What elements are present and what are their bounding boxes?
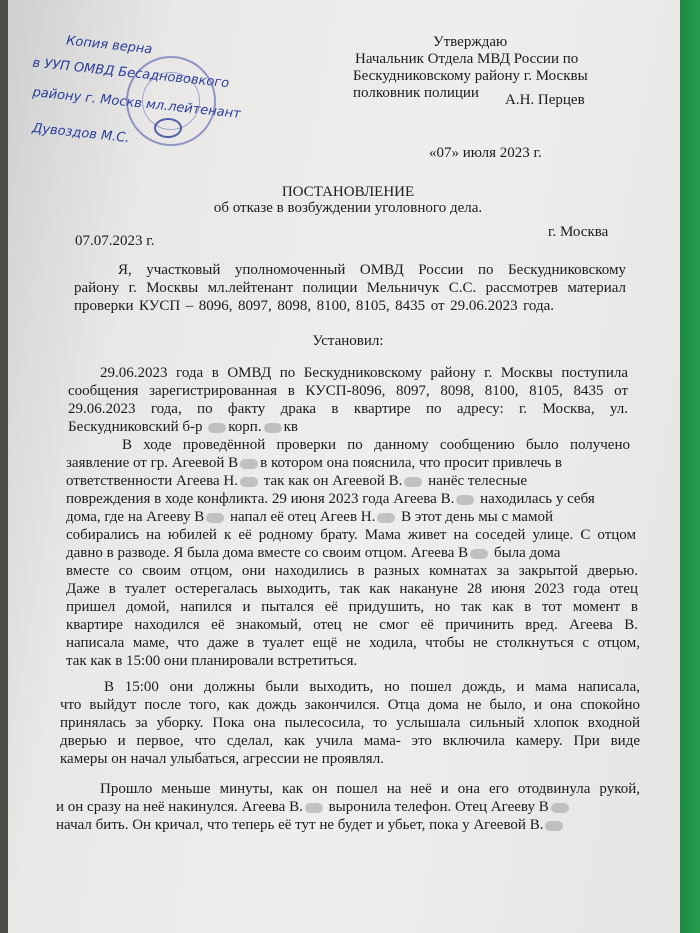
p2-line-12: написала маме, что даже в туалет ещё не ходила, чтобы не столкнуться с отцом, bbox=[66, 635, 640, 651]
p2-line-5 bbox=[66, 509, 553, 526]
p2-text-10: В этот день мы с мамой bbox=[401, 509, 553, 525]
p3-line-5: камеры он начал улыбаться, агрессии не проявлял. bbox=[60, 751, 384, 767]
redaction-mark bbox=[240, 477, 258, 487]
handwritten-note-line-3: району г. Москв мл.лейтенант bbox=[31, 85, 242, 122]
p4-line-2 bbox=[56, 799, 571, 816]
p1-line-3: 29.06.2023 года, по факту драка в квартире по адресу: г. Москва, ул. bbox=[68, 401, 628, 417]
redaction-mark bbox=[206, 513, 224, 523]
p2-text-1: заявление от гр. Агеевой В bbox=[66, 455, 239, 471]
approval-date: «07» июля 2023 г. bbox=[429, 145, 542, 161]
p2-line-13: так как в 15:00 они планировали встретиться. bbox=[66, 653, 358, 669]
p2-line-4 bbox=[66, 491, 595, 508]
p1-address-street: Бескудниковский б-р bbox=[68, 419, 203, 435]
intro-line-3: проверки КУСП – 8096, 8097, 8098, 8100, 8105, 8435 от 29.06.2023 года. bbox=[74, 298, 554, 314]
handwritten-signature-name: Дувоздов М.С. bbox=[31, 120, 131, 147]
p3-line-3: принялась за уборку. Пока она пылесосила, то услышала сильный хлопок входной bbox=[60, 715, 640, 731]
p2-line-10: пришел домой, напился и пытался её придушить, но так как в тот момент в bbox=[66, 599, 638, 615]
approval-title: Утверждаю bbox=[433, 34, 508, 50]
p4-line-1: Прошло меньше минуты, как он пошел на неё и она его отодвинула рукой, bbox=[100, 781, 640, 797]
p1-line-1: 29.06.2023 года в ОМВД по Бескудниковскому району г. Москвы поступила bbox=[100, 365, 628, 381]
document-date: 07.07.2023 г. bbox=[75, 233, 155, 249]
p2-line-11: квартире находился её знакомый, отец не смог её причинить вред. Агеева В. bbox=[66, 617, 638, 633]
approval-line-2: Бескудниковскому району г. Москвы bbox=[353, 68, 588, 84]
intro-line-2: району г. Москвы мл.лейтенант полиции Мельничук С.С. рассмотрев материал bbox=[74, 280, 626, 296]
p1-line-4 bbox=[68, 419, 298, 436]
p4-line-3 bbox=[56, 817, 565, 834]
document-page bbox=[8, 0, 680, 933]
document-city: г. Москва bbox=[548, 224, 609, 240]
redaction-mark bbox=[545, 821, 563, 831]
established-heading: Установил: bbox=[312, 333, 384, 349]
approval-line-3: полковник полиции bbox=[353, 85, 479, 101]
p1-address-flat: кв bbox=[283, 419, 298, 435]
document-subtitle: об отказе в возбуждении уголовного дела. bbox=[213, 200, 483, 216]
p2-text-6: повреждения в ходе конфликта. 29 июня 2023 года Агеева В. bbox=[66, 491, 455, 507]
p2-text-8: дома, где на Агееву В bbox=[66, 509, 205, 525]
p2-line-8: вместе со своим отцом, они находились в разных комнатах за закрытой дверью. bbox=[66, 563, 638, 579]
p2-text-4: так как он Агеевой В. bbox=[263, 473, 403, 489]
signature-mark bbox=[154, 118, 182, 138]
p2-text-3: ответственности Агеева Н. bbox=[66, 473, 239, 489]
redaction-mark bbox=[404, 477, 422, 487]
approval-line-1: Начальник Отдела МВД России по bbox=[355, 51, 579, 67]
handwritten-note-line-1: Копия верна bbox=[65, 33, 154, 58]
redaction-mark bbox=[240, 459, 258, 469]
redaction-mark bbox=[208, 423, 226, 433]
p3-line-4: дверью и первое, что сделал, как учила мама- это включила камеру. При виде bbox=[60, 733, 640, 749]
redaction-mark bbox=[551, 803, 569, 813]
redaction-mark bbox=[470, 549, 488, 559]
p1-address-building: корп. bbox=[228, 419, 262, 435]
p2-line-3 bbox=[66, 473, 527, 490]
p2-line-9: Даже в туалет остерегалась выходить, так как накануне 28 июня 2023 года отец bbox=[66, 581, 638, 597]
p2-line-6: собирались на юбилей к её родному брату. Мама живет на соседей улице. С отцом bbox=[66, 527, 636, 543]
redaction-mark bbox=[456, 495, 474, 505]
redaction-mark bbox=[305, 803, 323, 813]
redaction-mark bbox=[264, 423, 282, 433]
p2-text-12: давно в разводе. Я была дома вместе со своим отцом. Агеева В bbox=[66, 545, 469, 561]
document-title: ПОСТАНОВЛЕНИЕ bbox=[281, 184, 415, 200]
p4-text-1: и он сразу на неё накинулся. Агеева В. bbox=[56, 799, 303, 815]
p4-text-3: начал бить. Он кричал, что теперь её тут не будет и убьет, пока у Агеевой В. bbox=[56, 817, 544, 833]
p2-line-2 bbox=[66, 455, 562, 472]
p2-line-1: В ходе проведённой проверки по данному сообщению было получено bbox=[122, 437, 630, 453]
p2-text-5: нанёс телесные bbox=[428, 473, 528, 489]
p3-line-2: что выйдут после того, как дождь закончился. Отца дома не было, и она спокойно bbox=[60, 697, 640, 713]
p2-line-7 bbox=[66, 545, 560, 562]
redaction-mark bbox=[377, 513, 395, 523]
p3-line-1: В 15:00 они должны были выходить, но пошел дождь, и мама написала, bbox=[104, 679, 640, 695]
p1-line-2: сообщения зарегистрированная в КУСП-8096, 8097, 8098, 8100, 8105, 8435 от bbox=[68, 383, 628, 399]
handwritten-note-line-2: в УУП ОМВД Бесаднововкого bbox=[31, 55, 230, 92]
p2-text-7: находилась у себя bbox=[480, 491, 595, 507]
p2-text-13: была дома bbox=[493, 545, 561, 561]
intro-line-1: Я, участковый уполномоченный ОМВД России по Бескудниковскому bbox=[118, 262, 626, 278]
p2-text-2: в котором она пояснила, что просит привлечь в bbox=[260, 455, 562, 471]
p4-text-2: выронила телефон. Отец Агееву В bbox=[328, 799, 549, 815]
p2-text-9: напал её отец Агеев Н. bbox=[229, 509, 376, 525]
approval-signatory: А.Н. Перцев bbox=[505, 92, 585, 108]
